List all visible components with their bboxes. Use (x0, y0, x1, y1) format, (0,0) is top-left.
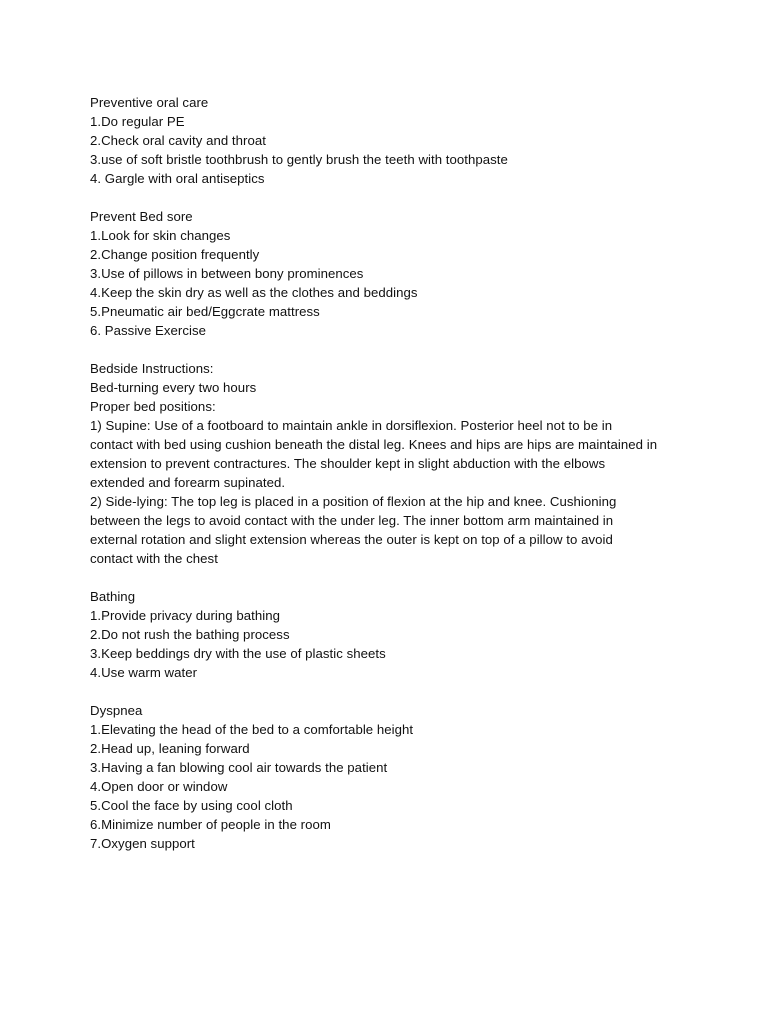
list-item: 3.use of soft bristle toothbrush to gently brush the teeth with toothpaste (90, 152, 508, 167)
section-preventive-oral-care (90, 93, 658, 188)
section-title: Preventive oral care (90, 95, 209, 110)
list-item: 3.Use of pillows in between bony prominences (90, 266, 364, 281)
list-item: 6.Minimize number of people in the room (90, 817, 331, 832)
list-item: 2.Do not rush the bathing process (90, 627, 290, 642)
section-title: Bedside Instructions: (90, 361, 214, 376)
list-item: 3.Having a fan blowing cool air towards the patient (90, 760, 388, 775)
list-item: 1.Provide privacy during bathing (90, 608, 280, 623)
list-item: 1.Elevating the head of the bed to a comfortable height (90, 722, 414, 737)
section-title: Prevent Bed sore (90, 209, 193, 224)
section-title: Bathing (90, 589, 136, 604)
list-item: 4.Keep the skin dry as well as the clothes and beddings (90, 285, 418, 300)
list-item: 4. Gargle with oral antiseptics (90, 171, 265, 186)
section-title: Dyspnea (90, 703, 143, 718)
list-item: 4.Use warm water (90, 665, 198, 680)
list-item: 2.Head up, leaning forward (90, 741, 250, 756)
list-item: Bed-turning every two hours (90, 380, 257, 395)
list-item: 7.Oxygen support (90, 836, 195, 851)
list-item: 4.Open door or window (90, 779, 228, 794)
list-item: Proper bed positions: (90, 399, 216, 414)
list-item: 2.Check oral cavity and throat (90, 133, 266, 148)
document-body (90, 93, 658, 853)
list-item: 2.Change position frequently (90, 247, 260, 262)
list-item: 1.Look for skin changes (90, 228, 231, 243)
list-item: 1.Do regular PE (90, 114, 185, 129)
paragraph-side-lying: 2) Side-lying: The top leg is placed in a position of flexion at the hip and knee. Cushioning between the legs to avoid contact with the under leg. The inner bottom arm maintained in external rotation and slight extension whereas the outer is kept on top of a pillow to avoid contact with the chest (90, 494, 617, 566)
list-item: 3.Keep beddings dry with the use of plastic sheets (90, 646, 386, 661)
list-item: 6. Passive Exercise (90, 323, 207, 338)
section-bathing (90, 587, 658, 682)
section-prevent-bed-sore (90, 207, 658, 340)
list-item: 5.Pneumatic air bed/Eggcrate mattress (90, 304, 320, 319)
section-dyspnea (90, 701, 658, 853)
list-item: 5.Cool the face by using cool cloth (90, 798, 293, 813)
section-bedside-instructions (90, 359, 658, 568)
paragraph-supine: 1) Supine: Use of a footboard to maintain ankle in dorsiflexion. Posterior heel not to be in contact with bed using cushion beneath the distal leg. Knees and hips are hips are maintained in extension to prevent contractures. The shoulder kept in slight abduction with the elbows extended and forearm supinated. (90, 418, 658, 490)
